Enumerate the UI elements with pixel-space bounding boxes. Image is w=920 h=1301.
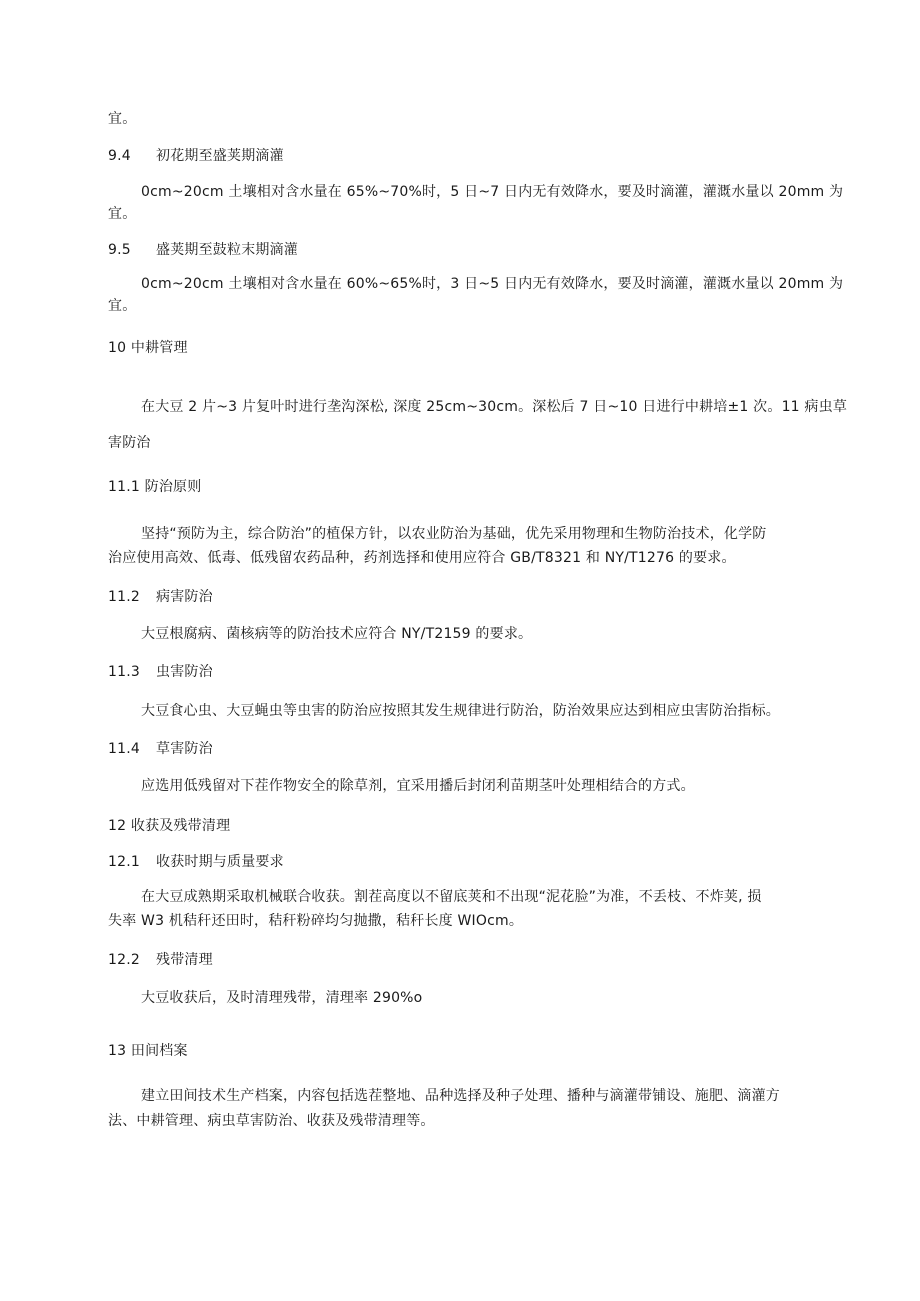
- paragraph-12-1-line-2: 失率 W3 机秸秆还田时，秸秆粉碎均匀抛撒，秸秆长度 WIOcm。: [108, 913, 524, 929]
- paragraph-13-line-1: 建立田间技术生产档案，内容包括选茬整地、品种选择及种子处理、播种与滴灌带铺设、施肥、滴灌方: [141, 1088, 780, 1104]
- section-number: 11.2: [108, 589, 140, 605]
- paragraph-9-5-line-2: 宜。: [108, 298, 137, 314]
- section-title: 收获时期与质量要求: [156, 854, 284, 870]
- section-title: 盛荚期至鼓粒末期滴灌: [156, 242, 298, 258]
- section-number: 9.5: [108, 242, 131, 258]
- heading-12: 12 收获及残带清理: [108, 818, 231, 834]
- section-title: 草害防治: [156, 741, 213, 757]
- section-number: 12.1: [108, 854, 140, 870]
- paragraph-11-4: 应选用低残留对下茬作物安全的除草剂，宜采用播后封闭利苗期茎叶处理相结合的方式。: [141, 778, 695, 794]
- paragraph-9-5-line-1: 0cm~20cm 土壤相对含水量在 60%~65%时，3 日~5 日内无有效降水，要及时滴灌，灌溉水量以 20mm 为: [141, 276, 844, 292]
- section-number: 11.3: [108, 664, 140, 680]
- paragraph-11-1-line-2: 治应使用高效、低毒、低残留农药品种，药剂选择和使用应符合 GB/T8321 和 NY/T1276 的要求。: [108, 550, 736, 566]
- paragraph-11-3: 大豆食心虫、大豆蝇虫等虫害的防治应按照其发生规律进行防治，防治效果应达到相应虫害防治指标。: [141, 703, 780, 719]
- section-9-5-heading: [108, 240, 298, 260]
- paragraph-9-3-tail: 宜。: [108, 111, 137, 127]
- paragraph-11-2: 大豆根腐病、菌核病等的防治技术应符合 NY/T2159 的要求。: [141, 626, 533, 642]
- heading-11-1: 11.1 防治原则: [108, 479, 202, 495]
- paragraph-11-1-line-1: 坚持“预防为主，综合防治”的植保方针，以农业防治为基础，优先采用物理和生物防治技术，化学防: [141, 526, 767, 542]
- section-title: 初花期至盛荚期滴灌: [156, 148, 284, 164]
- section-title: 虫害防治: [156, 664, 213, 680]
- section-11-2-heading: [108, 587, 213, 607]
- section-number: 9.4: [108, 148, 131, 164]
- section-number: 11.4: [108, 741, 140, 757]
- section-11-4-heading: [108, 739, 213, 759]
- paragraph-9-4-line-2: 宜。: [108, 206, 137, 222]
- section-title: 病害防治: [156, 589, 213, 605]
- heading-13: 13 田间档案: [108, 1043, 188, 1059]
- section-11-3-heading: [108, 662, 213, 682]
- paragraph-12-1-line-1: 在大豆成熟期采取机械联合收获。割茬高度以不留底荚和不出现“泥花脸”为准，不丢枝、不炸荚, 损: [141, 889, 762, 905]
- paragraph-12-2: 大豆收获后，及时清理残带，清理率 290%o: [141, 990, 423, 1006]
- section-9-4-heading: [108, 146, 284, 166]
- paragraph-10-line-2: 害防治: [108, 435, 151, 451]
- paragraph-10-line-1: 在大豆 2 片~3 片复叶时进行垄沟深松, 深度 25cm~30cm。深松后 7 日~10 日进行中耕培±1 次。11 病虫草: [141, 399, 848, 415]
- section-12-2-heading: [108, 950, 213, 970]
- section-title: 残带清理: [156, 952, 213, 968]
- paragraph-13-line-2: 法、中耕管理、病虫草害防治、收获及残带清理等。: [108, 1113, 435, 1129]
- paragraph-9-4-line-1: 0cm~20cm 土壤相对含水量在 65%~70%时，5 日~7 日内无有效降水，要及时滴灌，灌溉水量以 20mm 为: [141, 184, 844, 200]
- heading-10: 10 中耕管理: [108, 340, 188, 356]
- section-number: 12.2: [108, 952, 140, 968]
- section-12-1-heading: [108, 852, 284, 872]
